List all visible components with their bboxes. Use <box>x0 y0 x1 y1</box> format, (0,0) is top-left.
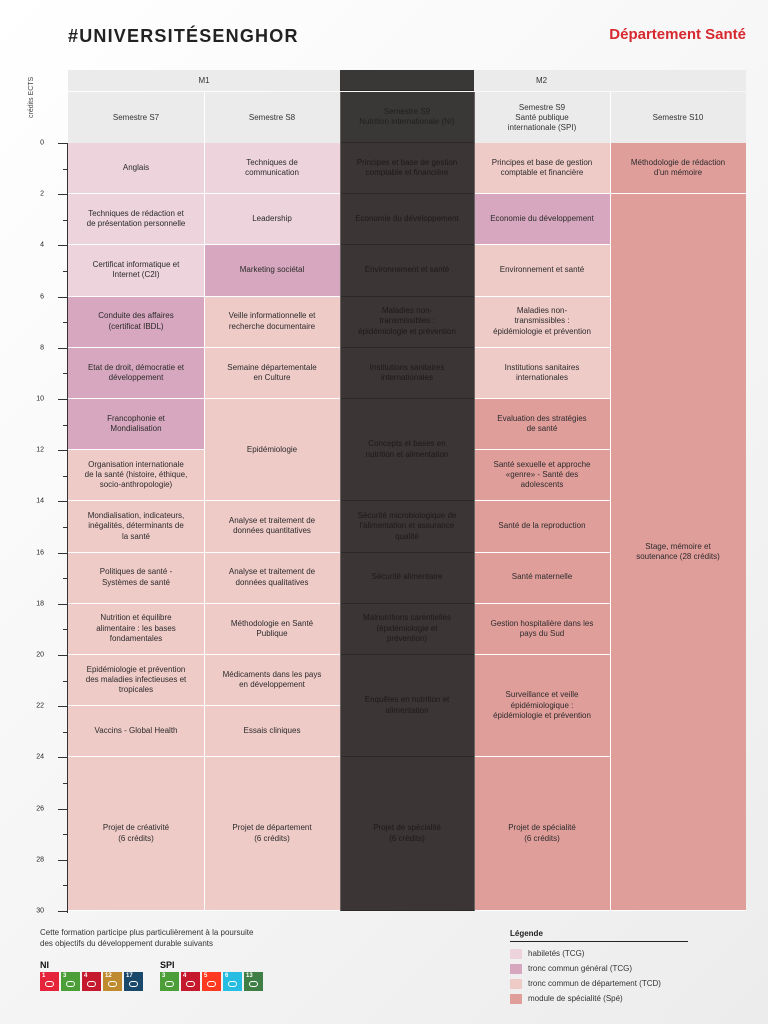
s7-course: Mondialisation, indicateurs, inégalités, déterminants de la santé <box>68 501 204 552</box>
sdg-glyph-icon <box>165 981 174 987</box>
s9-ni-course: Economie du développement <box>340 194 474 245</box>
s7-course: Techniques de rédaction et de présentation personnelle <box>68 194 204 245</box>
semester-header-2: Semestre S8 <box>204 92 340 143</box>
s7-course: Projet de créativité (6 crédits) <box>68 757 204 911</box>
university-brand: #UNIVERSITÉSENGHOR <box>68 26 299 46</box>
semester-header-5: Semestre S10 <box>610 92 746 143</box>
axis-minor-tick <box>63 373 67 374</box>
sdg-goal-5-icon <box>202 972 221 991</box>
sdg-goal-number: 3 <box>162 973 166 979</box>
axis-tick-label: 24 <box>36 753 44 761</box>
legend-item <box>510 946 688 961</box>
sdg-glyph-icon <box>207 981 216 987</box>
s7-course: Nutrition et équilibre alimentaire : les bases fondamentales <box>68 604 204 655</box>
axis-minor-tick <box>63 476 67 477</box>
s9-ni-course: Enquêtes en nutrition et alimentation <box>340 655 474 757</box>
s8-course: Veille informationnelle et recherche documentaire <box>204 297 340 348</box>
axis-tick <box>58 450 67 451</box>
sdg-goal-3-icon <box>61 972 80 991</box>
axis-tick <box>58 501 67 502</box>
sdg-glyph-icon <box>129 981 138 987</box>
sdg-goal-3-icon <box>160 972 179 991</box>
axis-minor-tick <box>63 834 67 835</box>
legend-swatch <box>510 979 522 989</box>
legend-title: Légende <box>510 929 688 942</box>
axis-minor-tick <box>63 220 67 221</box>
axis-tick-label: 0 <box>40 139 44 147</box>
axis-tick-label: 8 <box>40 344 44 352</box>
s8-course: Projet de département (6 crédits) <box>204 757 340 911</box>
sdg-glyph-icon <box>186 981 195 987</box>
s9-ni-course: Environnement et santé <box>340 245 474 296</box>
s7-course: Francophonie et Mondialisation <box>68 399 204 450</box>
axis-tick-label: 4 <box>40 241 44 249</box>
s7-course: Anglais <box>68 143 204 194</box>
axis-tick <box>58 348 67 349</box>
legend-item <box>510 991 688 1006</box>
s8-course: Essais cliniques <box>204 706 340 757</box>
sdg-goal-1-icon <box>40 972 59 991</box>
axis-tick-label: 14 <box>36 497 44 505</box>
sdg-label-ni: NI <box>40 960 49 970</box>
axis-tick-label: 12 <box>36 446 44 454</box>
axis-tick <box>58 399 67 400</box>
axis-tick-label: 16 <box>36 549 44 557</box>
axis-tick <box>58 809 67 810</box>
s8-course: Méthodologie en Santé Publique <box>204 604 340 655</box>
axis-minor-tick <box>63 169 67 170</box>
sdg-goal-number: 4 <box>183 973 187 979</box>
legend-swatch <box>510 949 522 959</box>
sdg-goal-4-icon <box>181 972 200 991</box>
axis-tick <box>58 911 67 912</box>
s10-course: Méthodologie de rédaction d'un mémoire <box>610 143 746 194</box>
axis-tick-label: 2 <box>40 190 44 198</box>
s8-course: Marketing sociétal <box>204 245 340 296</box>
axis-tick-label: 18 <box>36 600 44 608</box>
s8-course: Semaine départementale en Culture <box>204 348 340 399</box>
sdg-glyph-icon <box>87 981 96 987</box>
sdg-icons-spi <box>160 972 263 991</box>
legend-label: tronc commun de département (TCD) <box>528 979 661 988</box>
sdg-goal-number: 6 <box>225 973 229 979</box>
axis-tick-label: 20 <box>36 651 44 659</box>
sdg-goal-12-icon <box>103 972 122 991</box>
s7-course: Etat de droit, démocratie et développement <box>68 348 204 399</box>
axis-minor-tick <box>63 425 67 426</box>
column-separator <box>204 92 205 911</box>
sdg-goal-number: 3 <box>63 973 67 979</box>
axis-minor-tick <box>63 783 67 784</box>
axis-minor-tick <box>63 578 67 579</box>
axis-tick <box>58 297 67 298</box>
legend-label: habiletés (TCG) <box>528 949 585 958</box>
axis-minor-tick <box>63 271 67 272</box>
s8-course: Epidémiologie <box>204 399 340 501</box>
semester-header-4: Semestre S9 Santé publique internationale (SPI) <box>474 92 610 143</box>
axis-minor-tick <box>63 885 67 886</box>
axis-minor-tick <box>63 322 67 323</box>
axis-minor-tick <box>63 681 67 682</box>
sdg-group-ni <box>40 960 143 991</box>
axis-tick-label: 28 <box>36 856 44 864</box>
s8-course: Techniques de communication <box>204 143 340 194</box>
s9-spi-course: Evaluation des stratégies de santé <box>474 399 610 450</box>
sdg-goal-number: 13 <box>246 973 253 979</box>
department-title: Département Santé <box>609 26 746 43</box>
axis-title: crédits ECTS <box>28 76 35 118</box>
legend-label: module de spécialité (Spé) <box>528 994 623 1003</box>
s9-spi-course: Maladies non- transmissibles : épidémiologie et prévention <box>474 297 610 348</box>
s10-course: Stage, mémoire et soutenance (28 crédits) <box>610 194 746 911</box>
s9-spi-course: Surveillance et veille épidémiologique : épidémiologie et prévention <box>474 655 610 757</box>
s9-ni-course: Projet de spécialité (6 crédits) <box>340 757 474 911</box>
sdg-glyph-icon <box>228 981 237 987</box>
s9-ni-course: Institutions sanitaires internationales <box>340 348 474 399</box>
s9-spi-course: Institutions sanitaires internationales <box>474 348 610 399</box>
s9-ni-course: Principes et base de gestion comptable et financière <box>340 143 474 194</box>
sdg-glyph-icon <box>45 981 54 987</box>
s9-spi-course: Santé maternelle <box>474 553 610 604</box>
s9-ni-course: Sécurité alimentaire <box>340 553 474 604</box>
legend-items <box>510 946 688 1006</box>
axis-tick <box>58 655 67 656</box>
sdg-glyph-icon <box>249 981 258 987</box>
sdg-label-spi: SPI <box>160 960 175 970</box>
legend-item <box>510 961 688 976</box>
legend <box>510 929 688 1006</box>
semester-header-1: Semestre S7 <box>68 92 204 143</box>
header-m1: M1 <box>68 70 340 91</box>
s7-course: Organisation internationale de la santé (histoire, éthique, socio-anthropologie) <box>68 450 204 501</box>
axis-tick <box>58 604 67 605</box>
s7-course: Politiques de santé - Systèmes de santé <box>68 553 204 604</box>
header-m1-dark-part <box>340 70 474 91</box>
sdg-group-spi <box>160 960 263 991</box>
s9-spi-course: Principes et base de gestion comptable et financière <box>474 143 610 194</box>
s8-course: Médicaments dans les pays en développement <box>204 655 340 706</box>
s9-spi-course: Environnement et santé <box>474 245 610 296</box>
s9-spi-course: Gestion hospitalière dans les pays du Sud <box>474 604 610 655</box>
sdg-goal-number: 5 <box>204 973 208 979</box>
axis-tick-label: 26 <box>36 805 44 813</box>
s8-course: Analyse et traitement de données quantitatives <box>204 501 340 552</box>
s7-course: Epidémiologie et prévention des maladies infectieuses et tropicales <box>68 655 204 706</box>
axis-tick <box>58 706 67 707</box>
axis-tick <box>58 860 67 861</box>
sdg-goal-6-icon <box>223 972 242 991</box>
s9-spi-course: Projet de spécialité (6 crédits) <box>474 757 610 911</box>
sdg-goal-number: 4 <box>84 973 88 979</box>
s7-course: Certificat informatique et Internet (C2I) <box>68 245 204 296</box>
semester-header-3: Semestre S9 Nutrition internationale (NI) <box>340 92 474 143</box>
s9-spi-course: Economie du développement <box>474 194 610 245</box>
column-separator <box>610 92 611 911</box>
s8-course: Analyse et traitement de données qualitatives <box>204 553 340 604</box>
s7-course: Vaccins - Global Health <box>68 706 204 757</box>
sdg-goal-number: 1 <box>42 973 46 979</box>
axis-tick-label: 22 <box>36 702 44 710</box>
sdg-icons-ni <box>40 972 143 991</box>
axis-tick <box>58 245 67 246</box>
axis-tick <box>58 553 67 554</box>
sdg-glyph-icon <box>108 981 117 987</box>
s7-course: Conduite des affaires (certificat IBDL) <box>68 297 204 348</box>
s9-ni-course: Concepts et bases en nutrition et alimentation <box>340 399 474 501</box>
axis-minor-tick <box>63 732 67 733</box>
sdg-note: Cette formation participe plus particulièrement à la poursuite des objectifs du développement durable suivants <box>40 928 254 948</box>
legend-swatch <box>510 994 522 1004</box>
s9-spi-course: Santé de la reproduction <box>474 501 610 552</box>
column-separator <box>474 92 475 911</box>
sdg-goal-number: 12 <box>105 973 112 979</box>
sdg-goal-number: 17 <box>126 973 133 979</box>
axis-minor-tick <box>63 629 67 630</box>
header-m2: M2 <box>474 70 746 91</box>
s9-ni-course: Malnutritions carentielles (épidémiologie et prévention) <box>340 604 474 655</box>
column-separator <box>340 92 341 911</box>
axis-tick <box>58 143 67 144</box>
legend-label: tronc commun général (TCG) <box>528 964 633 973</box>
axis-tick-label: 10 <box>36 395 44 403</box>
axis-tick <box>58 757 67 758</box>
sdg-goal-13-icon <box>244 972 263 991</box>
axis-tick-label: 6 <box>40 293 44 301</box>
s8-course: Leadership <box>204 194 340 245</box>
axis-minor-tick <box>63 527 67 528</box>
s9-spi-course: Santé sexuelle et approche «genre» - Santé des adolescents <box>474 450 610 501</box>
axis-tick-label: 30 <box>36 907 44 915</box>
axis-tick <box>58 194 67 195</box>
sdg-goal-4-icon <box>82 972 101 991</box>
legend-swatch <box>510 964 522 974</box>
sdg-goal-17-icon <box>124 972 143 991</box>
s9-ni-course: Sécurité microbiologique de l'alimentation et assurance qualité <box>340 501 474 552</box>
sdg-glyph-icon <box>66 981 75 987</box>
s9-ni-course: Maladies non- transmissibles : épidémiologie et prévention <box>340 297 474 348</box>
legend-item <box>510 976 688 991</box>
